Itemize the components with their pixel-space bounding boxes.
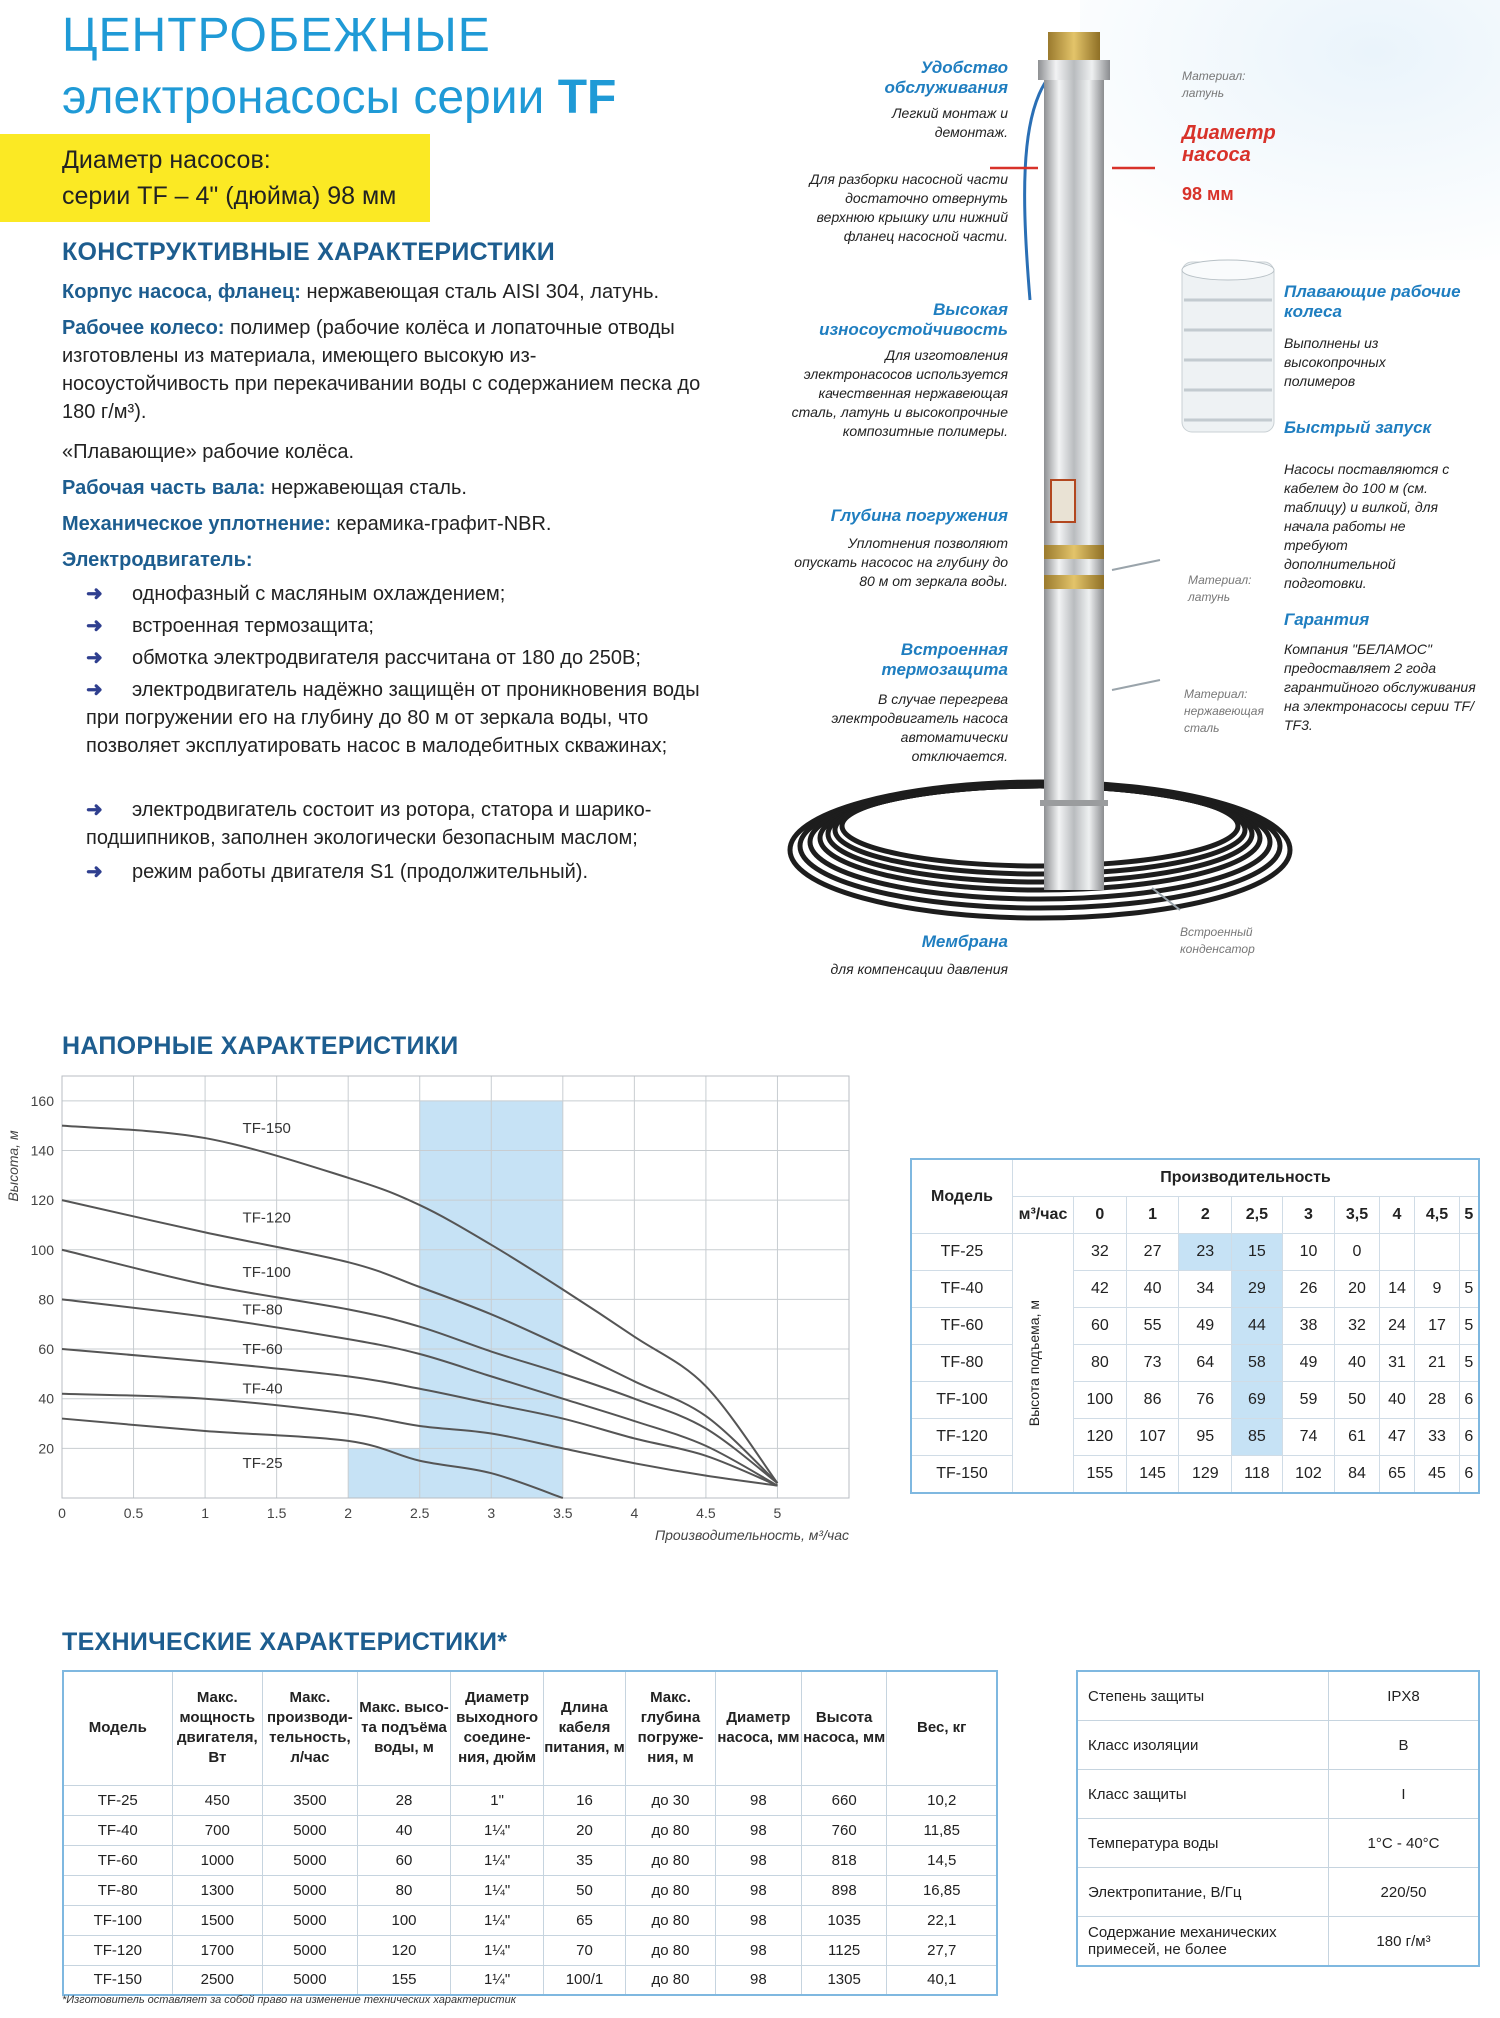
perf-value-cell: 49 <box>1282 1345 1335 1382</box>
perf-model-cell: TF-25 <box>911 1234 1013 1271</box>
tech-header-cell: Макс. производи-тельность, л/час <box>263 1671 358 1785</box>
protection-label: Класс изоляции <box>1077 1721 1329 1770</box>
tech-cell: 5000 <box>263 1965 358 1995</box>
chart-heading: НАПОРНЫЕ ХАРАКТЕРИСТИКИ <box>62 1032 459 1060</box>
y-tick-label: 160 <box>30 1092 54 1109</box>
tech-cell: 98 <box>715 1875 801 1905</box>
tech-cell: 1¼" <box>451 1815 544 1845</box>
tech-cell: 660 <box>801 1785 887 1815</box>
callout-thermo-title: Встроенная термозащита <box>881 640 1008 679</box>
perf-value-cell: 100 <box>1074 1382 1127 1419</box>
tech-row <box>63 1785 997 1815</box>
tech-cell: 14,5 <box>887 1845 997 1875</box>
perf-value-cell: 107 <box>1126 1419 1179 1456</box>
protection-value: I <box>1329 1770 1480 1819</box>
tech-cell: 65 <box>543 1905 625 1935</box>
perf-value-cell: 118 <box>1232 1456 1282 1494</box>
perf-value-cell: 80 <box>1074 1345 1127 1382</box>
seal-label: Механическое уплотнение: <box>62 513 331 535</box>
x-tick-label: 4 <box>630 1505 639 1521</box>
perf-value-cell: 59 <box>1282 1382 1335 1419</box>
pointer-line <box>1112 560 1160 570</box>
impeller-stack <box>1182 260 1274 432</box>
callout-floating-text: Выполнены из высокопрочных полимеров <box>1284 335 1386 389</box>
seal-spec <box>62 510 551 538</box>
x-tick-label: 5 <box>773 1505 782 1521</box>
tech-cell: 1125 <box>801 1935 887 1965</box>
shaft-label: Рабочая часть вала: <box>62 477 266 499</box>
series-label: TF-80 <box>242 1301 283 1319</box>
perf-value-cell: 44 <box>1232 1308 1282 1345</box>
protection-row <box>1077 1721 1479 1770</box>
tech-row <box>63 1965 997 1995</box>
tech-cell: 98 <box>715 1935 801 1965</box>
tech-row <box>63 1845 997 1875</box>
series-label: TF-100 <box>242 1264 291 1282</box>
tech-header-cell: Макс. мощность двигателя, Вт <box>172 1671 263 1785</box>
diameter-value: 98 мм <box>1182 184 1234 204</box>
body-value: нержавеющая сталь AISI 304, латунь. <box>300 281 660 303</box>
pointer-line <box>1112 680 1160 690</box>
side-label: Высота подъема, м <box>1013 1234 1074 1494</box>
capacitor-label: Встроенный конденсатор <box>1180 925 1255 956</box>
perf-value-cell: 33 <box>1415 1419 1459 1456</box>
perf-model-cell: TF-40 <box>911 1271 1013 1308</box>
callout-wear-text: Для изготовления электронасосов используется качественная нержавеющая сталь, латунь и высокопрочные композитные полимеры. <box>791 347 1008 439</box>
perf-row <box>911 1456 1479 1494</box>
perf-value-cell: 61 <box>1335 1419 1379 1456</box>
x-tick-label: 1 <box>201 1505 209 1521</box>
perf-value-cell: 69 <box>1232 1382 1282 1419</box>
tech-header-cell: Модель <box>63 1671 172 1785</box>
tech-cell: до 80 <box>626 1965 716 1995</box>
arrow-icon: ➜ <box>86 861 103 883</box>
protection-label: Температура воды <box>1077 1819 1329 1868</box>
tech-cell: 100 <box>357 1905 451 1935</box>
tech-cell: 700 <box>172 1815 263 1845</box>
perf-value-cell: 34 <box>1179 1271 1232 1308</box>
protection-row <box>1077 1868 1479 1917</box>
motor-item: ➜ режим работы двигателя S1 (продолжительный). <box>86 858 706 886</box>
protection-label: Степень защиты <box>1077 1671 1329 1721</box>
perf-row <box>911 1308 1479 1345</box>
tech-cell: 1500 <box>172 1905 263 1935</box>
tech-row <box>63 1815 997 1845</box>
callout-depth-text: Уплотнения позволяют опускать насосос на глубину до 80 м от зеркала воды. <box>794 535 1008 589</box>
tech-cell: 1¼" <box>451 1875 544 1905</box>
perf-value-cell: 14 <box>1379 1271 1415 1308</box>
y-axis-label: Высота, м <box>5 1130 21 1202</box>
tech-cell: 60 <box>357 1845 451 1875</box>
diameter-line-2: серии TF – 4" (дюйма) 98 мм <box>62 182 397 210</box>
tech-cell: 5000 <box>263 1815 358 1845</box>
tech-table <box>62 1670 998 1996</box>
perf-value-cell: 95 <box>1179 1419 1232 1456</box>
tech-cell: до 80 <box>626 1845 716 1875</box>
protection-value: 1°С - 40°С <box>1329 1819 1480 1868</box>
tech-cell: 3500 <box>263 1785 358 1815</box>
arrow-icon: ➜ <box>86 679 103 701</box>
tech-header-cell: Вес, кг <box>887 1671 997 1785</box>
perf-value-cell: 145 <box>1126 1456 1179 1494</box>
title-text: электронасосы серии <box>62 71 545 124</box>
perf-value-cell: 40 <box>1379 1382 1415 1419</box>
perf-value-cell: 15 <box>1232 1234 1282 1271</box>
callout-thermo-text: В случае перегрева электродвигатель насоса автоматически отключается. <box>831 691 1008 764</box>
tech-cell: 1¼" <box>451 1845 544 1875</box>
flow-cell: 2,5 <box>1232 1197 1282 1234</box>
protection-value: IPX8 <box>1329 1671 1480 1721</box>
perf-model-cell: TF-100 <box>911 1382 1013 1419</box>
flow-cell: 4 <box>1379 1197 1415 1234</box>
tech-cell: 120 <box>357 1935 451 1965</box>
tech-cell: 1¼" <box>451 1965 544 1995</box>
perf-value-cell: 84 <box>1335 1456 1379 1494</box>
tech-cell: 1" <box>451 1785 544 1815</box>
perf-value-cell <box>1459 1234 1479 1271</box>
perf-value-cell: 27 <box>1126 1234 1179 1271</box>
tech-header-cell: Высота насоса, мм <box>801 1671 887 1785</box>
shaft-value: нержавеющая сталь. <box>265 477 467 499</box>
series-label: TF-25 <box>242 1455 283 1473</box>
material-brass-top: Материал: латунь <box>1182 69 1246 100</box>
tech-cell: до 80 <box>626 1815 716 1845</box>
top-cap <box>1038 60 1110 80</box>
protection-label: Класс защиты <box>1077 1770 1329 1819</box>
perf-row <box>911 1234 1479 1271</box>
tech-cell: 450 <box>172 1785 263 1815</box>
tech-cell: 20 <box>543 1815 625 1845</box>
body-label: Корпус насоса, фланец: <box>62 281 301 303</box>
perf-value-cell: 65 <box>1379 1456 1415 1494</box>
x-tick-label: 2 <box>344 1505 353 1521</box>
tech-cell: TF-25 <box>63 1785 172 1815</box>
flow-cell: 3,5 <box>1335 1197 1379 1234</box>
tech-cell: TF-60 <box>63 1845 172 1875</box>
y-tick-label: 40 <box>38 1390 54 1407</box>
perf-value-cell: 5 <box>1459 1271 1479 1308</box>
tech-cell: до 80 <box>626 1875 716 1905</box>
callout-depth-title: Глубина погружения <box>830 506 1008 525</box>
tech-cell: TF-100 <box>63 1905 172 1935</box>
callout-membrane-title: Мембрана <box>921 932 1008 951</box>
tech-cell: 98 <box>715 1905 801 1935</box>
perf-value-cell: 86 <box>1126 1382 1179 1419</box>
body-spec <box>62 278 702 306</box>
callout-floating-title: Плавающие рабочие колеса <box>1284 282 1461 321</box>
x-tick-label: 0.5 <box>123 1505 144 1521</box>
flow-cell: 2 <box>1179 1197 1232 1234</box>
arrow-icon: ➜ <box>86 615 103 637</box>
pump-label <box>1051 480 1075 522</box>
callout-warranty-title: Гарантия <box>1284 610 1370 629</box>
flow-cell: 3 <box>1282 1197 1335 1234</box>
perf-value-cell: 6 <box>1459 1419 1479 1456</box>
tech-cell: 760 <box>801 1815 887 1845</box>
x-tick-label: 3.5 <box>553 1505 573 1521</box>
tech-cell: 11,85 <box>887 1815 997 1845</box>
perf-row <box>911 1419 1479 1456</box>
motor-item: ➜ электродвигатель надёжно защищён от проникновения воды при погружении его на глубину до 80 м от зеркала воды, что позволяет эксплуатировать насос в малодебитных скважинах; <box>86 676 706 760</box>
tech-cell: 1000 <box>172 1845 263 1875</box>
x-axis-label: Производительность, м³/час <box>654 1527 849 1543</box>
tech-cell: 5000 <box>263 1905 358 1935</box>
motor-item: ➜ обмотка электродвигателя рассчитана от 180 до 250В; <box>86 644 706 672</box>
tech-heading: ТЕХНИЧЕСКИЕ ХАРАКТЕРИСТИКИ* <box>62 1628 508 1656</box>
impeller-label: Рабочее колесо: <box>62 317 225 339</box>
tech-cell: 98 <box>715 1815 801 1845</box>
flow-cell: 1 <box>1126 1197 1179 1234</box>
x-tick-label: 3 <box>487 1505 496 1521</box>
tech-cell: TF-120 <box>63 1935 172 1965</box>
tech-cell: 818 <box>801 1845 887 1875</box>
tech-cell: 1¼" <box>451 1905 544 1935</box>
tech-row <box>63 1875 997 1905</box>
protection-value: 220/50 <box>1329 1868 1480 1917</box>
y-tick-label: 100 <box>30 1241 54 1258</box>
tech-cell: 1¼" <box>451 1935 544 1965</box>
perf-value-cell: 10 <box>1282 1234 1335 1271</box>
perf-row <box>911 1382 1479 1419</box>
protection-value: B <box>1329 1721 1480 1770</box>
tech-cell: до 80 <box>626 1905 716 1935</box>
protection-value: 180 г/м³ <box>1329 1917 1480 1967</box>
tech-cell: 1300 <box>172 1875 263 1905</box>
seal-value: керамика-графит-NBR. <box>330 513 552 535</box>
perf-value-cell: 32 <box>1074 1234 1127 1271</box>
tech-cell: 1305 <box>801 1965 887 1995</box>
series-label: TF-40 <box>242 1380 283 1398</box>
callout-quick-text: Насосы поставляются с кабелем до 100 м (см. таблицу) и вилкой, для начала работы не требуют дополнительной подготовки. <box>1284 461 1450 591</box>
performance-table <box>910 1158 1480 1494</box>
arrow-icon: ➜ <box>86 799 103 821</box>
protection-row <box>1077 1770 1479 1819</box>
highlight-region <box>348 1448 420 1498</box>
tech-cell: 70 <box>543 1935 625 1965</box>
impeller-spec <box>62 314 702 426</box>
tech-cell: 40,1 <box>887 1965 997 1995</box>
tech-header-cell: Макс. высо-та подъёма воды, м <box>357 1671 451 1785</box>
tech-cell: 5000 <box>263 1935 358 1965</box>
tech-cell: 50 <box>543 1875 625 1905</box>
tech-header-row <box>63 1671 997 1785</box>
x-tick-label: 4.5 <box>696 1505 716 1521</box>
tech-cell: 10,2 <box>887 1785 997 1815</box>
perf-value-cell: 40 <box>1126 1271 1179 1308</box>
tech-cell: 98 <box>715 1965 801 1995</box>
tech-header-cell: Диаметр выходного соедине-ния, дюйм <box>451 1671 544 1785</box>
tech-cell: 22,1 <box>887 1905 997 1935</box>
body-seam <box>1040 800 1108 806</box>
series-label: TF-60 <box>242 1341 283 1359</box>
protection-row <box>1077 1671 1479 1721</box>
arrow-icon: ➜ <box>86 583 103 605</box>
tech-header-cell: Макс. глубина погруже-ния, м <box>626 1671 716 1785</box>
series-label: TF-150 <box>242 1120 291 1138</box>
tech-cell: 898 <box>801 1875 887 1905</box>
perf-value-cell: 55 <box>1126 1308 1179 1345</box>
perf-value-cell: 47 <box>1379 1419 1415 1456</box>
title-series: TF <box>557 71 617 124</box>
perf-model-cell: TF-60 <box>911 1308 1013 1345</box>
x-tick-label: 0 <box>58 1505 66 1521</box>
protection-label: Электропитание, В/Гц <box>1077 1868 1329 1917</box>
perf-value-cell: 28 <box>1415 1382 1459 1419</box>
flow-cell: 4,5 <box>1415 1197 1459 1234</box>
diameter-title: Диаметр насоса <box>1182 122 1276 166</box>
perf-value-cell: 60 <box>1074 1308 1127 1345</box>
callout-warranty-text: Компания "БЕЛАМОС" предоставляет 2 года гарантийного обслуживания на электронасосы серии TF/ TF3. <box>1284 641 1476 733</box>
perf-value-cell <box>1379 1234 1415 1271</box>
tech-cell: 27,7 <box>887 1935 997 1965</box>
tech-cell: 28 <box>357 1785 451 1815</box>
perf-value-cell: 49 <box>1179 1308 1232 1345</box>
diameter-line-1: Диаметр насосов: <box>62 146 271 174</box>
perf-value-cell: 155 <box>1074 1456 1127 1494</box>
perf-value-cell: 21 <box>1415 1345 1459 1382</box>
y-tick-label: 20 <box>38 1440 54 1457</box>
arrow-icon: ➜ <box>86 647 103 669</box>
motor-label: Электродвигатель: <box>62 549 253 571</box>
perf-value-cell: 73 <box>1126 1345 1179 1382</box>
perf-value-cell: 26 <box>1282 1271 1335 1308</box>
perf-unit: м³/час <box>1013 1197 1074 1234</box>
tech-cell: 80 <box>357 1875 451 1905</box>
tech-row <box>63 1905 997 1935</box>
perf-value-cell: 5 <box>1459 1308 1479 1345</box>
perf-value-cell: 76 <box>1179 1382 1232 1419</box>
perf-value-cell: 24 <box>1379 1308 1415 1345</box>
tech-cell: 35 <box>543 1845 625 1875</box>
perf-model-cell: TF-120 <box>911 1419 1013 1456</box>
tech-cell: 40 <box>357 1815 451 1845</box>
protection-row <box>1077 1917 1479 1967</box>
perf-value-cell: 42 <box>1074 1271 1127 1308</box>
tech-cell: 2500 <box>172 1965 263 1995</box>
protection-table <box>1076 1670 1480 1967</box>
flow-cell: 5 <box>1459 1197 1479 1234</box>
brass-ring <box>1044 545 1104 559</box>
tech-header-cell: Диаметр насоса, мм <box>715 1671 801 1785</box>
tech-cell: 5000 <box>263 1845 358 1875</box>
tech-cell: 1035 <box>801 1905 887 1935</box>
tech-cell: 100/1 <box>543 1965 625 1995</box>
y-tick-label: 120 <box>30 1192 54 1209</box>
callout-wear-title: Высокая износоустойчивость <box>819 300 1008 339</box>
tech-cell: 98 <box>715 1785 801 1815</box>
perf-value-cell: 58 <box>1232 1345 1282 1382</box>
brass-ring <box>1044 575 1104 589</box>
material-brass-mid: Материал: латунь <box>1188 573 1252 604</box>
tech-cell: до 80 <box>626 1935 716 1965</box>
tech-header-cell: Длина кабеля питания, м <box>543 1671 625 1785</box>
perf-value-cell: 0 <box>1335 1234 1379 1271</box>
perf-model-header: Модель <box>911 1159 1013 1234</box>
perf-model-cell: TF-150 <box>911 1456 1013 1494</box>
perf-value-cell: 6 <box>1459 1456 1479 1494</box>
tech-cell: до 30 <box>626 1785 716 1815</box>
y-tick-label: 60 <box>38 1341 54 1358</box>
flow-cell: 0 <box>1074 1197 1127 1234</box>
series-label: TF-120 <box>242 1209 291 1227</box>
perf-header: Производительность <box>1013 1159 1480 1197</box>
tech-cell: 1700 <box>172 1935 263 1965</box>
callout-service-title: Удобство обслуживания <box>884 58 1008 97</box>
tech-cell: 5000 <box>263 1875 358 1905</box>
callout-membrane-text: для компенсации давления <box>830 961 1008 977</box>
tech-cell: 16 <box>543 1785 625 1815</box>
perf-value-cell: 120 <box>1074 1419 1127 1456</box>
perf-value-cell: 5 <box>1459 1345 1479 1382</box>
motor-item: ➜ однофазный с масляным охлаждением; <box>86 580 706 608</box>
protection-label: Содержание механических примесей, не более <box>1077 1917 1329 1967</box>
floating-impellers: «Плавающие» рабочие колёса. <box>62 441 355 463</box>
perf-value-cell: 74 <box>1282 1419 1335 1456</box>
callout-quick-title: Быстрый запуск <box>1284 418 1432 437</box>
tech-row <box>63 1935 997 1965</box>
design-heading: КОНСТРУКТИВНЫЕ ХАРАКТЕРИСТИКИ <box>62 238 556 266</box>
tech-cell: TF-40 <box>63 1815 172 1845</box>
brass-outlet <box>1048 32 1100 62</box>
x-tick-label: 1.5 <box>266 1505 287 1521</box>
perf-value-cell: 40 <box>1335 1345 1379 1382</box>
title-line-2 <box>62 70 616 125</box>
shaft-spec <box>62 474 467 502</box>
tech-cell: 155 <box>357 1965 451 1995</box>
tech-cell: 16,85 <box>887 1875 997 1905</box>
impeller-value: полимер (рабочие колёса и лопаточные отводы изготовлены из материала, имеющего высокую из-носоустойчивость при перекачивании воды с содержанием песка до 180 г/м³). <box>62 317 701 423</box>
tech-cell: TF-150 <box>63 1965 172 1995</box>
perf-value-cell: 17 <box>1415 1308 1459 1345</box>
perf-row <box>911 1271 1479 1308</box>
motor-item: ➜ электродвигатель состоит из ротора, статора и шарико-подшипников, заполнен экологически безопасным маслом; <box>86 796 706 852</box>
perf-value-cell <box>1415 1234 1459 1271</box>
title-line-1: ЦЕНТРОБЕЖНЫЕ <box>62 9 491 62</box>
x-tick-label: 2.5 <box>409 1505 430 1521</box>
perf-value-cell: 9 <box>1415 1271 1459 1308</box>
footnote: *Изготовитель оставляет за собой право на изменение технических характеристик <box>62 1994 516 2006</box>
protection-row <box>1077 1819 1479 1868</box>
perf-value-cell: 32 <box>1335 1308 1379 1345</box>
perf-value-cell: 102 <box>1282 1456 1335 1494</box>
perf-value-cell: 23 <box>1179 1234 1232 1271</box>
perf-value-cell: 6 <box>1459 1382 1479 1419</box>
callout-disassembly-text: Для разборки насосной части достаточно отвернуть верхнюю крышку или нижний фланец насосной части. <box>809 171 1008 244</box>
perf-value-cell: 85 <box>1232 1419 1282 1456</box>
tech-cell: TF-80 <box>63 1875 172 1905</box>
perf-row <box>911 1345 1479 1382</box>
y-tick-label: 80 <box>38 1291 54 1308</box>
motor-item: ➜ встроенная термозащита; <box>86 612 706 640</box>
perf-value-cell: 20 <box>1335 1271 1379 1308</box>
callout-service-text: Легкий монтаж и демонтаж. <box>891 105 1008 140</box>
perf-value-cell: 45 <box>1415 1456 1459 1494</box>
tech-cell: 98 <box>715 1845 801 1875</box>
perf-value-cell: 38 <box>1282 1308 1335 1345</box>
y-tick-label: 140 <box>30 1142 54 1159</box>
head-chart <box>0 1060 880 1560</box>
perf-model-cell: TF-80 <box>911 1345 1013 1382</box>
perf-value-cell: 129 <box>1179 1456 1232 1494</box>
perf-value-cell: 29 <box>1232 1271 1282 1308</box>
perf-value-cell: 64 <box>1179 1345 1232 1382</box>
material-steel: Материал: нержавеющая сталь <box>1184 687 1264 735</box>
perf-value-cell: 50 <box>1335 1382 1379 1419</box>
perf-value-cell: 31 <box>1379 1345 1415 1382</box>
